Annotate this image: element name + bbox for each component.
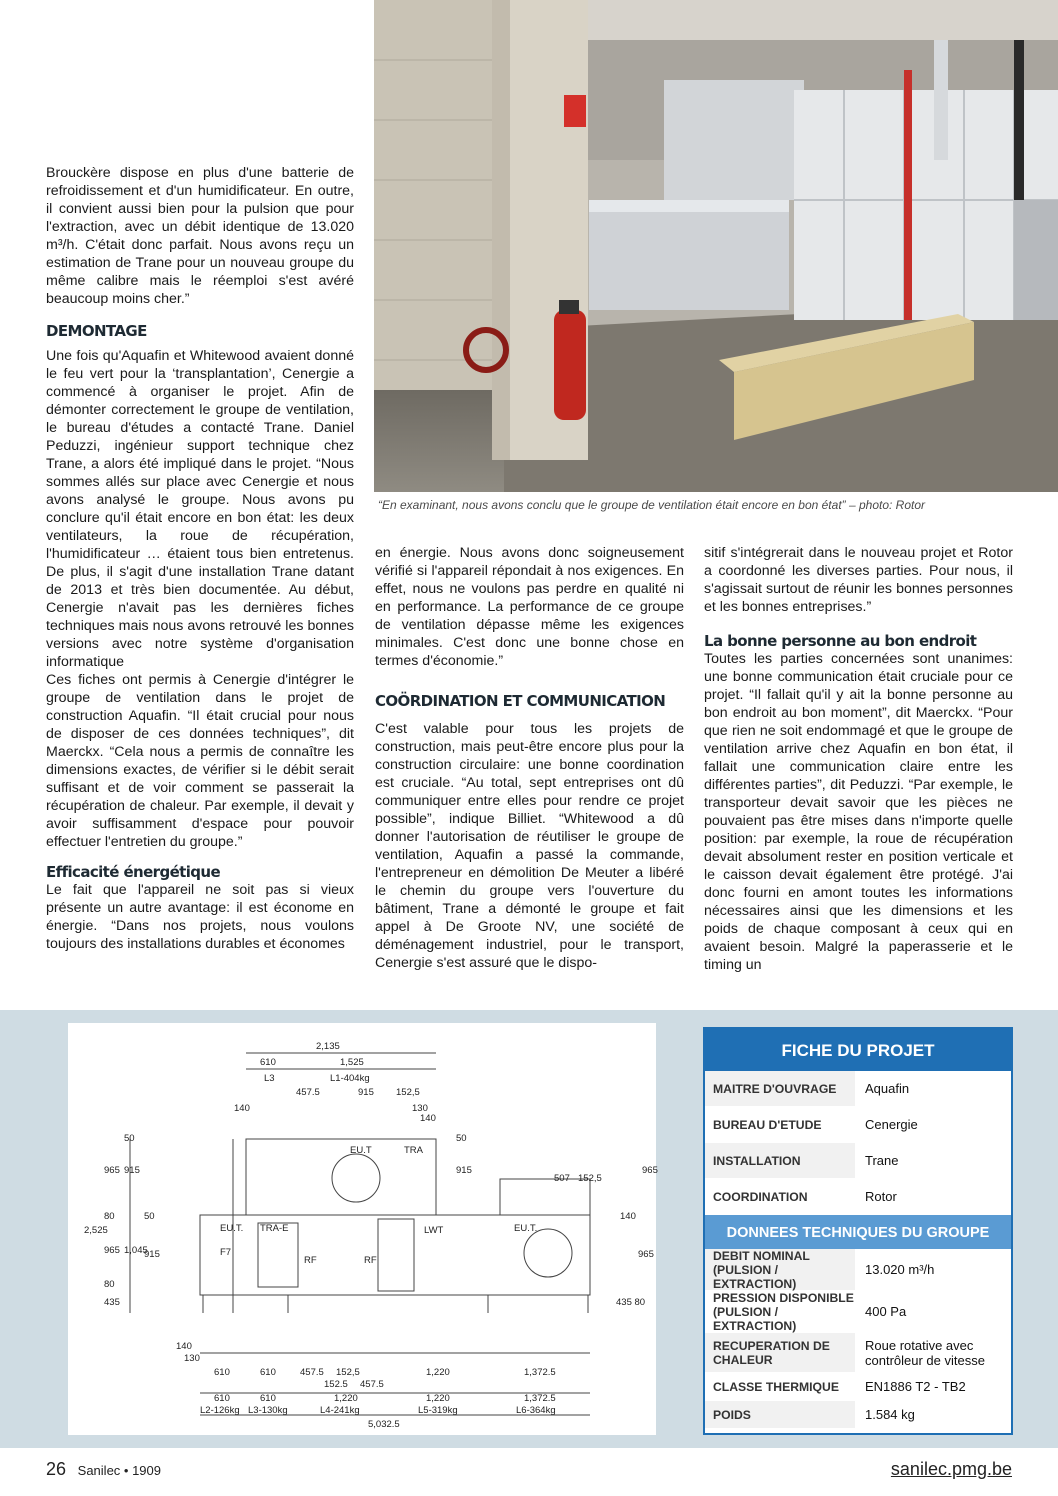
dim-left-2: 915 xyxy=(124,1165,140,1176)
demontage-paragraph-1: Une fois qu'Aquafin et Whitewood avaient donné le feu vert pour la ‘transplantation’, Cenergie a commencé à organiser le projet. Afin de démonter correctement le groupe de ventilation, le bureau d'études a contacté Trane. Daniel Peduzzi, ingénieur support technique chez Trane, a alors été impliqué dans le projet. “Nous sommes allés sur place avec Cenergie et nous avons analysé le groupe. Nous avons pu conclure qu'il était encore en bon état: les deux ventilateurs, la roue de récupération, l'humidificateur … étaient tous bien entretenus. De plus, il s'agit d'une installation Trane datant de 2013 et très bien documentée. Au début, Cenergie n'avait pas les dernières fiches techniques mais nous avons retrouvé les bonnes versions avec notre système d'organisation informatique xyxy=(46,348,354,670)
dim-left-6: 965 xyxy=(104,1245,120,1256)
article-column-2 xyxy=(375,544,684,972)
drawing-label-6: EU.T. xyxy=(514,1223,538,1234)
dim-bottom-row3-2: 1,220 xyxy=(334,1393,358,1404)
tech-row: POIDS 1.584 kg xyxy=(705,1401,1011,1429)
project-rows xyxy=(705,1071,1011,1215)
col3-paragraph-2: Toutes les parties concernées sont unanimes: une bonne communication était cruciale pour ce projet. “Il fallait qu'il y ait la bonne personne au bon endroit au bon moment”, dit Maerckx. “Pour que rien ne soit endommagé et que le groupe de ventilation arrive chez Aquafin en bon état, il fallait une communication claire entre les différentes parties”, dit Peduzzi. “Par exemple, le transporteur devait savoir que les pièces ne pouvaient pas être mises dans n'importe quelle position: par exemple, la roue de récupération devait absolument rester en position verticale et le caisson devait également être protégé. J'ai donc fourni en amont toutes les informations nécessaires ainsi que les dimensions et les poids de chaque composant à ceux qui en avaient besoin. Malgré la paperasserie et le timing un xyxy=(704,651,1013,973)
dim-bottom-row1-0: 610 xyxy=(214,1367,230,1378)
website-link[interactable]: sanilec.pmg.be xyxy=(890,1459,1012,1479)
intro-paragraph: Brouckère dispose en plus d'une batterie de refroidissement et d'un humidificateur. En outre, il convient aussi bien pour la pulsion que pour l'extraction, avec un débit identique de 13.020 m³/h. C'était donc parfait. Nous avons reçu un estimation de Trane pour un nouveau groupe du même calibre mais le réemploi s'est avéré beaucoup moins cher.” xyxy=(46,165,354,307)
dim-left-5: 1,045 xyxy=(124,1245,148,1256)
dim-top-0: 2,135 xyxy=(316,1041,340,1052)
drawing-label-4: F7 xyxy=(220,1247,232,1258)
col3-paragraph-1: sitif s'intégrerait dans le nouveau projet et Rotor a coordonné les diverses parties. Pour nous, il s'agissait surtout de réunir les bonnes personnes et les bonnes entreprises.” xyxy=(704,545,1013,615)
dim-top-3: L3 xyxy=(264,1073,275,1084)
dim-bottom-row3-4: 1,372.5 xyxy=(524,1393,556,1404)
dim-top-10: 140 xyxy=(420,1113,436,1124)
drawing-label-2: EU.T. xyxy=(220,1223,244,1234)
fact-row: INSTALLATION Trane xyxy=(705,1143,1011,1179)
demontage-paragraph-2: Ces fiches ont permis à Cenergie d'intégrer le groupe de ventilation dans le projet de construction Aquafin. “Il était crucial pour nous de disposer de ces données techniques”, dit Maerckx. “Cela nous a permis de connaître les dimensions exactes, de vérifier si le débit serait suffisant et de voir comment se passerait la récupération de chaleur. Par exemple, il devait y avoir suffisamment d'espace pour pouvoir effectuer l'entretien du groupe.” xyxy=(46,672,354,850)
dim-bottom-row1-3: 152,5 xyxy=(336,1367,360,1378)
dim-right-bottom-2: 435 80 xyxy=(616,1297,646,1308)
drawing-label-8: RF xyxy=(304,1255,317,1266)
dim-bottom-small-0: 140 xyxy=(176,1341,192,1352)
dim-top-8: 140 xyxy=(234,1103,250,1114)
efficacite-paragraph: Le fait que l'appareil ne soit pas si vieux présente un autre avantage: il est économe en énergie. “Dans nos projets, nous voulons toujours des installations durables et économes xyxy=(46,882,354,952)
dim-left-9: 435 xyxy=(104,1297,120,1308)
heading-bonne-personne: La bonne personne au bon endroit xyxy=(704,632,977,650)
technical-drawing xyxy=(68,1023,656,1435)
dim-bottom-row1-4: 1,220 xyxy=(426,1367,450,1378)
dim-left-1: 965 xyxy=(104,1165,120,1176)
tech-row: DEBIT NOMINAL (PULSION / EXTRACTION) 13.020 m³/h xyxy=(705,1249,1011,1291)
heading-coordination: COÖRDINATION ET COMMUNICATION xyxy=(375,692,666,710)
fact-row: BUREAU D'ETUDE Cenergie xyxy=(705,1107,1011,1143)
dim-left-8: 50 xyxy=(144,1211,155,1222)
dim-right-bottom-1: 965 xyxy=(638,1249,654,1260)
weight-2: L4-241kg xyxy=(320,1405,360,1416)
tech-data-subtitle: DONNEES TECHNIQUES DU GROUPE xyxy=(705,1215,1011,1249)
photo-caption: “En examinant, nous avons conclu que le groupe de ventilation était encore en bon état” – photo: Rotor xyxy=(378,498,926,512)
dim-left-7: 915 xyxy=(144,1249,160,1260)
tech-row: PRESSION DISPONIBLE (PULSION / EXTRACTION) 400 Pa xyxy=(705,1291,1011,1333)
dim-left-4: 50 xyxy=(124,1133,135,1144)
dim-top-7: 152,5 xyxy=(396,1087,420,1098)
dim-left-3: 80 xyxy=(104,1211,115,1222)
dim-right-top-1: 915 xyxy=(456,1165,472,1176)
dim-top-1: 610 xyxy=(260,1057,276,1068)
tech-row: CLASSE THERMIQUE EN1886 T2 - TB2 xyxy=(705,1373,1011,1401)
drawing-label-7: RF xyxy=(364,1255,377,1266)
dim-left-0: 2,525 xyxy=(84,1225,108,1236)
drawing-label-1: TRA xyxy=(404,1145,423,1156)
weight-3: L5-319kg xyxy=(418,1405,458,1416)
drawing-label-3: TRA-E xyxy=(260,1223,289,1234)
footer-left xyxy=(46,1459,161,1480)
fact-row: MAITRE D'OUVRAGE Aquafin xyxy=(705,1071,1011,1107)
dim-right-top-0: 965 xyxy=(642,1165,658,1176)
dim-bottom-row2-0: 152.5 xyxy=(324,1379,348,1390)
dim-right-top-3: 507 xyxy=(554,1173,570,1184)
dim-bottom-row2-1: 457.5 xyxy=(360,1379,384,1390)
weight-4: L6-364kg xyxy=(516,1405,556,1416)
dim-bottom-small-1: 130 xyxy=(184,1353,200,1364)
dim-bottom-row3-3: 1,220 xyxy=(426,1393,450,1404)
project-fact-sheet xyxy=(703,1027,1013,1435)
fact-sheet-title: FICHE DU PROJET xyxy=(705,1029,1011,1071)
dim-top-9: 130 xyxy=(412,1103,428,1114)
page-number: 26 xyxy=(46,1459,67,1479)
dim-top-6: 915 xyxy=(358,1087,374,1098)
heading-demontage: DEMONTAGE xyxy=(46,322,147,340)
dim-top-5: 457.5 xyxy=(296,1087,320,1098)
col2-paragraph-2: C'est valable pour tous les projets de construction, mais peut-être encore plus pour la construction circulaire: une bonne coordination est cruciale. “Au total, sept entreprises ont dû communiquer entre elles pour rendre ce projet possible”, indique Billiet. “Whitewood a dû donner l'autorisation de réutiliser le groupe de ventilation, Aquafin a passé la commande, l'entrepreneur en démolition De Meuter a libéré le chemin du groupe vers l'ouverture du bâtiment, Trane a démonté le groupe et fait appel à De Groote NV, une société de déménagement industriel, pour le transport, Cenergie s'est assuré que le dispo- xyxy=(375,721,684,971)
col2-paragraph-1: en énergie. Nous avons donc soigneusement vérifié si l'appareil répondait à nos exigences. En effet, nous ne voulons pas perdre en qualité ni en performance. La performance de ce groupe de ventilation dépasse même les exigences minimales. C'est donc une bonne chose en termes d'économie.” xyxy=(375,545,684,669)
article-column-3 xyxy=(704,544,1013,974)
dim-bottom-row1-2: 457.5 xyxy=(300,1367,324,1378)
dim-total: 5,032.5 xyxy=(368,1419,400,1430)
dim-left-10: 80 xyxy=(104,1279,115,1290)
article-column-1 xyxy=(46,164,354,953)
dim-bottom-row3-0: 610 xyxy=(214,1393,230,1404)
dim-top-4: L1-404kg xyxy=(330,1073,370,1084)
tech-row: RECUPERATION DE CHALEUR Roue rotative avec contrôleur de vitesse xyxy=(705,1333,1011,1373)
dim-right-top-4: 152,5 xyxy=(578,1173,602,1184)
weight-0: L2-126kg xyxy=(200,1405,240,1416)
dim-top-2: 1,525 xyxy=(340,1057,364,1068)
fact-row: COORDINATION Rotor xyxy=(705,1179,1011,1215)
dim-right-bottom-0: 140 xyxy=(620,1211,636,1222)
dim-bottom-row1-5: 1,372.5 xyxy=(524,1367,556,1378)
dim-right-top-2: 50 xyxy=(456,1133,467,1144)
dim-bottom-row1-1: 610 xyxy=(260,1367,276,1378)
ventilation-room-photo xyxy=(374,0,1058,492)
tech-rows xyxy=(705,1249,1011,1429)
weight-1: L3-130kg xyxy=(248,1405,288,1416)
dim-bottom-row3-1: 610 xyxy=(260,1393,276,1404)
heading-efficacite: Efficacité énergétique xyxy=(46,863,221,881)
drawing-label-0: EU.T xyxy=(350,1145,372,1156)
magazine-issue: Sanilec • 1909 xyxy=(77,1463,161,1478)
drawing-label-5: LWT xyxy=(424,1225,444,1236)
